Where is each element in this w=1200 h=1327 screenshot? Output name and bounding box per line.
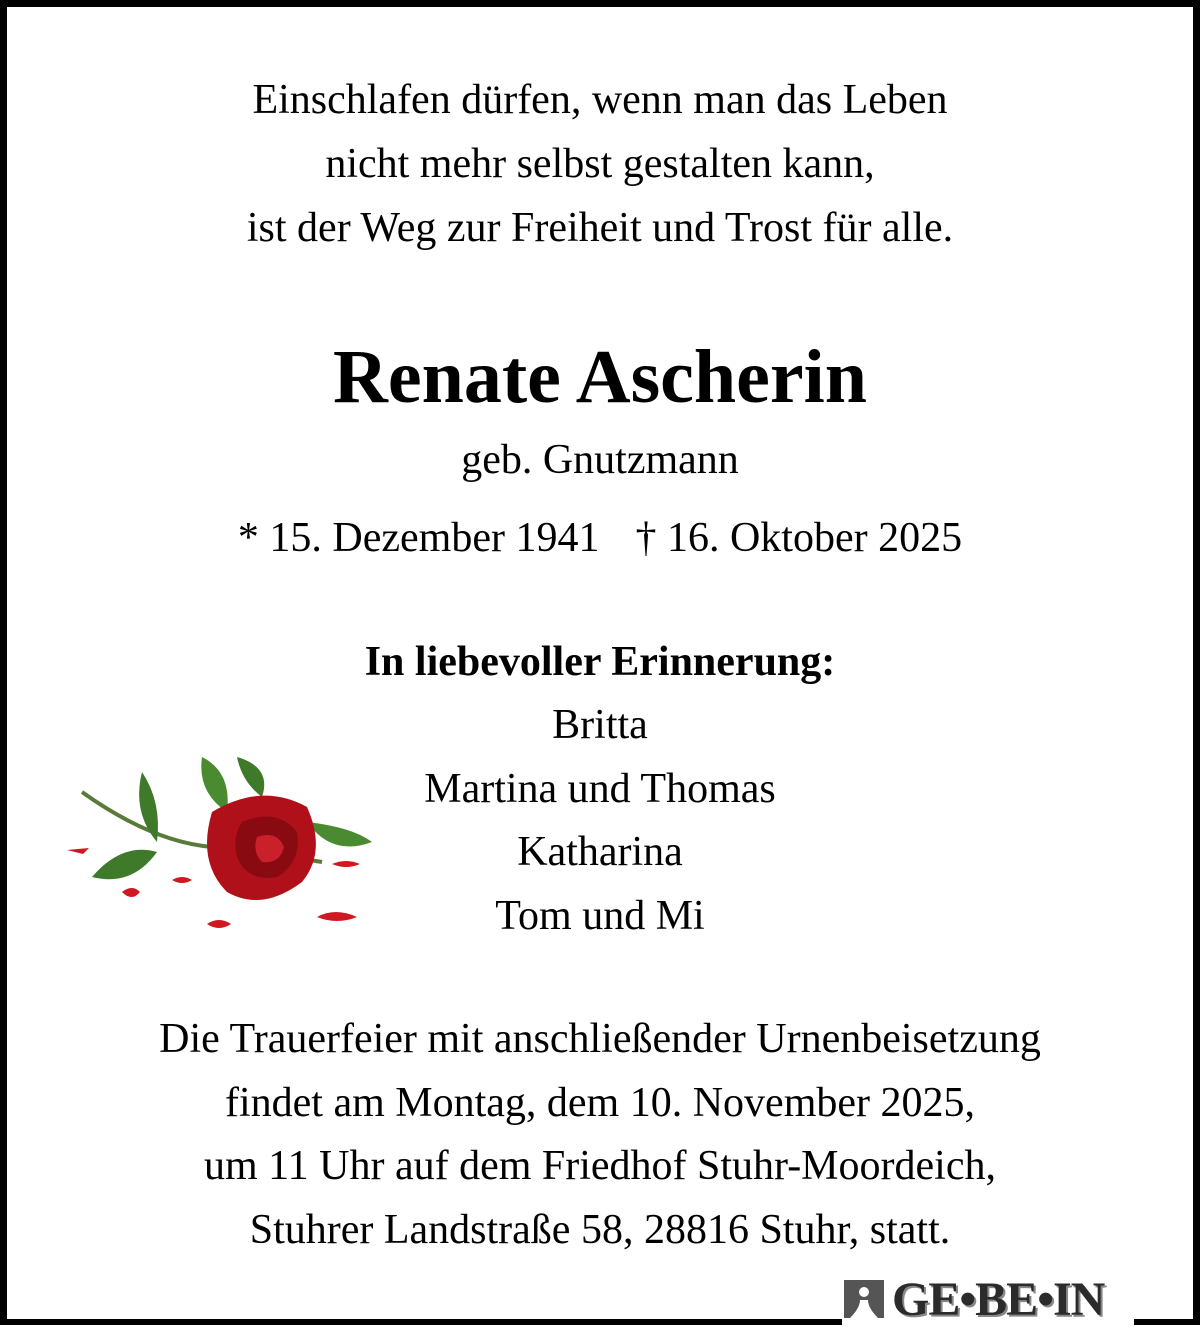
verse-line: Einschlafen dürfen, wenn man das Leben xyxy=(252,77,948,123)
ceremony-line: Stuhrer Landstraße 58, 28816 Stuhr, statt. xyxy=(249,1207,951,1253)
birth-date: * 15. Dezember 1941 xyxy=(237,515,600,561)
logo-emblem-icon xyxy=(842,1278,888,1320)
ceremony-line: Die Trauerfeier mit anschließender Urnenbeisetzung xyxy=(159,1016,1041,1062)
ceremony-line: um 11 Uhr auf dem Friedhof Stuhr-Moordeich, xyxy=(204,1143,996,1189)
verse-line: ist der Weg zur Freiheit und Trost für alle. xyxy=(246,205,954,251)
ceremony-line: findet am Montag, dem 10. November 2025, xyxy=(224,1080,975,1126)
death-date: † 16. Oktober 2025 xyxy=(635,515,963,561)
bottom-rule xyxy=(1134,1319,1200,1325)
verse-line: nicht mehr selbst gestalten kann, xyxy=(325,141,875,187)
mourner: Britta xyxy=(552,702,648,748)
birth-name: geb. Gnutzmann xyxy=(461,437,739,483)
deceased-name: Renate Ascherin xyxy=(332,335,868,419)
rose-image xyxy=(62,752,374,938)
logo-text: GE•BE•IN xyxy=(892,1272,1105,1326)
mourner: Katharina xyxy=(517,829,683,875)
gebein-logo xyxy=(842,1274,1104,1324)
bottom-rule xyxy=(0,1319,842,1325)
life-dates xyxy=(0,514,1200,562)
mourners-heading: In liebevoller Erinnerung: xyxy=(364,639,836,685)
mourner: Martina und Thomas xyxy=(424,766,776,812)
mourner: Tom und Mi xyxy=(495,893,705,939)
